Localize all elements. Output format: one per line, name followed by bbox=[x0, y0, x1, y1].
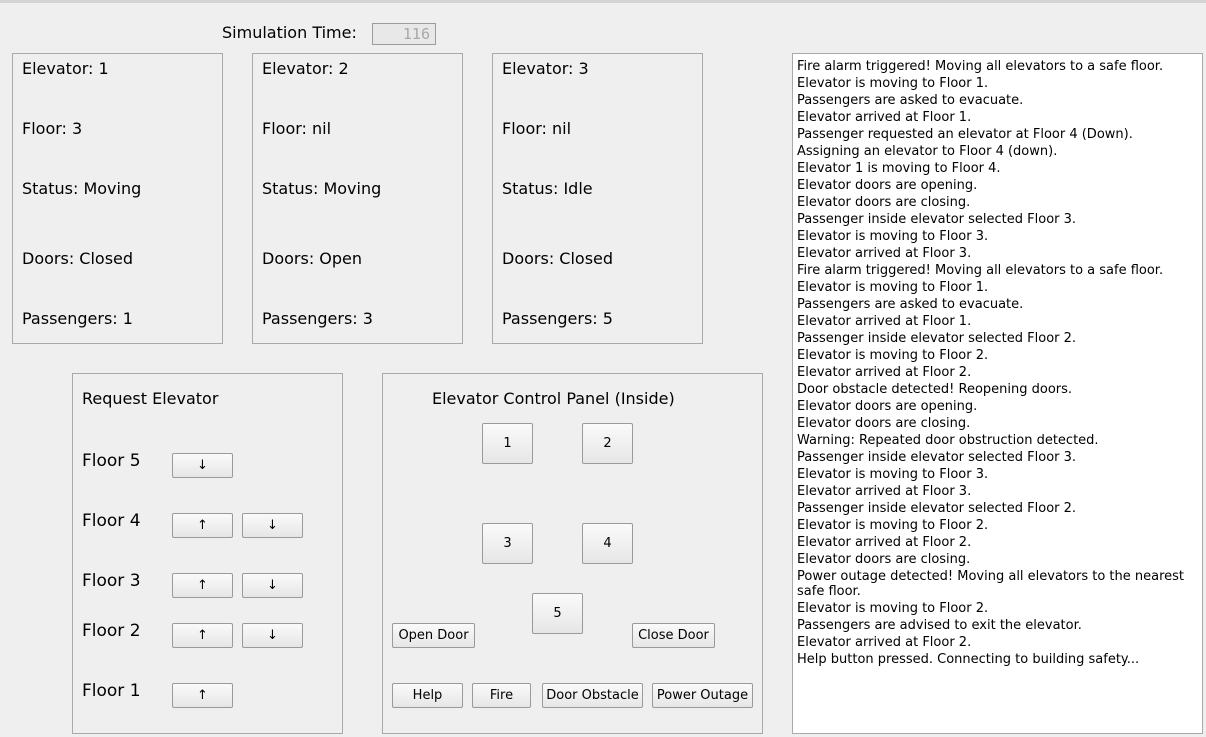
elevator-3-id: Elevator: 3 bbox=[502, 59, 589, 78]
log-line: Passengers are asked to evacuate. bbox=[797, 297, 1024, 312]
elevator-2-panel bbox=[252, 53, 463, 344]
floor-3-down-button[interactable]: ↓ bbox=[242, 573, 303, 598]
log-line: Elevator doors are opening. bbox=[797, 178, 978, 193]
log-line: Passengers are advised to exit the elevator. bbox=[797, 618, 1082, 633]
fire-button[interactable]: Fire bbox=[472, 683, 531, 708]
elevator-2-doors: Doors: Open bbox=[262, 249, 363, 268]
floor-button-4[interactable]: 4 bbox=[582, 523, 633, 564]
floor-button-5[interactable]: 5 bbox=[532, 593, 583, 634]
door-obstacle-button[interactable]: Door Obstacle bbox=[542, 683, 643, 708]
log-line: Elevator doors are closing. bbox=[797, 552, 971, 567]
log-line: Passenger requested an elevator at Floor 4 (Down). bbox=[797, 127, 1133, 142]
log-line: Elevator doors are opening. bbox=[797, 399, 978, 414]
elevator-1-id: Elevator: 1 bbox=[22, 59, 109, 78]
log-line: Warning: Repeated door obstruction detected. bbox=[797, 433, 1099, 448]
elevator-1-status: Status: Moving bbox=[22, 179, 142, 198]
elevator-3-floor: Floor: nil bbox=[502, 119, 572, 138]
log-line: Passenger inside elevator selected Floor 2. bbox=[797, 501, 1077, 516]
power-outage-button[interactable]: Power Outage bbox=[652, 683, 753, 708]
log-line: Elevator arrived at Floor 3. bbox=[797, 246, 972, 261]
close-door-button[interactable]: Close Door bbox=[632, 623, 715, 648]
window-top-border bbox=[0, 0, 1206, 3]
elevator-2-floor: Floor: nil bbox=[262, 119, 332, 138]
log-line: Passenger inside elevator selected Floor 3. bbox=[797, 212, 1077, 227]
floor-2-up-button[interactable]: ↑ bbox=[172, 623, 233, 648]
elevator-1-panel bbox=[12, 53, 223, 344]
log-line: Elevator arrived at Floor 2. bbox=[797, 635, 972, 650]
floor-5-label: Floor 5 bbox=[82, 451, 141, 471]
log-line: Elevator arrived at Floor 2. bbox=[797, 535, 972, 550]
log-line: Fire alarm triggered! Moving all elevators to a safe floor. bbox=[797, 59, 1164, 74]
request-elevator-panel bbox=[72, 373, 343, 734]
elevator-3-panel bbox=[492, 53, 703, 344]
log-line: Elevator arrived at Floor 1. bbox=[797, 314, 972, 329]
control-panel bbox=[382, 373, 763, 734]
elevator-1-floor: Floor: 3 bbox=[22, 119, 83, 138]
floor-3-label: Floor 3 bbox=[82, 571, 141, 591]
simulation-time-field: 116 bbox=[372, 23, 436, 45]
log-line: Elevator arrived at Floor 3. bbox=[797, 484, 972, 499]
floor-4-up-button[interactable]: ↑ bbox=[172, 513, 233, 538]
log-line: Passenger inside elevator selected Floor 3. bbox=[797, 450, 1077, 465]
log-line: Elevator is moving to Floor 3. bbox=[797, 229, 989, 244]
floor-1-up-button[interactable]: ↑ bbox=[172, 683, 233, 708]
floor-3-up-button[interactable]: ↑ bbox=[172, 573, 233, 598]
elevator-3-doors: Doors: Closed bbox=[502, 249, 614, 268]
elevator-3-status: Status: Idle bbox=[502, 179, 593, 198]
log-line: Fire alarm triggered! Moving all elevators to a safe floor. bbox=[797, 263, 1164, 278]
simulation-time-label: Simulation Time: bbox=[222, 23, 357, 42]
log-line: Elevator doors are closing. bbox=[797, 195, 971, 210]
floor-4-label: Floor 4 bbox=[82, 511, 141, 531]
log-line: Elevator is moving to Floor 3. bbox=[797, 467, 989, 482]
log-line: Assigning an elevator to Floor 4 (down). bbox=[797, 144, 1058, 159]
log-line: Elevator 1 is moving to Floor 4. bbox=[797, 161, 1001, 176]
log-line: Door obstacle detected! Reopening doors. bbox=[797, 382, 1073, 397]
log-line: Passengers are asked to evacuate. bbox=[797, 93, 1024, 108]
floor-2-down-button[interactable]: ↓ bbox=[242, 623, 303, 648]
floor-button-1[interactable]: 1 bbox=[482, 423, 533, 464]
log-line: Power outage detected! Moving all elevators to the nearest safe floor. bbox=[797, 569, 1185, 599]
log-line: Elevator is moving to Floor 1. bbox=[797, 76, 989, 91]
help-button[interactable]: Help bbox=[392, 683, 463, 708]
open-door-button[interactable]: Open Door bbox=[392, 623, 475, 648]
floor-2-label: Floor 2 bbox=[82, 621, 141, 641]
elevator-1-doors: Doors: Closed bbox=[22, 249, 134, 268]
log-line: Passenger inside elevator selected Floor 2. bbox=[797, 331, 1077, 346]
log-line: Help button pressed. Connecting to building safety... bbox=[797, 652, 1140, 667]
log-line: Elevator doors are closing. bbox=[797, 416, 971, 431]
elevator-2-id: Elevator: 2 bbox=[262, 59, 349, 78]
log-line: Elevator is moving to Floor 2. bbox=[797, 601, 989, 616]
control-panel-title: Elevator Control Panel (Inside) bbox=[432, 389, 675, 408]
event-log[interactable] bbox=[792, 53, 1203, 734]
floor-button-3[interactable]: 3 bbox=[482, 523, 533, 564]
log-line: Elevator is moving to Floor 2. bbox=[797, 348, 989, 363]
elevator-3-passengers: Passengers: 5 bbox=[502, 309, 613, 328]
floor-button-2[interactable]: 2 bbox=[582, 423, 633, 464]
floor-5-down-button[interactable]: ↓ bbox=[172, 453, 233, 478]
log-line: Elevator is moving to Floor 2. bbox=[797, 518, 989, 533]
elevator-1-passengers: Passengers: 1 bbox=[22, 309, 133, 328]
log-line: Elevator arrived at Floor 2. bbox=[797, 365, 972, 380]
floor-4-down-button[interactable]: ↓ bbox=[242, 513, 303, 538]
elevator-2-passengers: Passengers: 3 bbox=[262, 309, 373, 328]
request-elevator-title: Request Elevator bbox=[82, 389, 219, 408]
floor-1-label: Floor 1 bbox=[82, 681, 141, 701]
log-line: Elevator arrived at Floor 1. bbox=[797, 110, 972, 125]
log-line: Elevator is moving to Floor 1. bbox=[797, 280, 989, 295]
elevator-2-status: Status: Moving bbox=[262, 179, 382, 198]
